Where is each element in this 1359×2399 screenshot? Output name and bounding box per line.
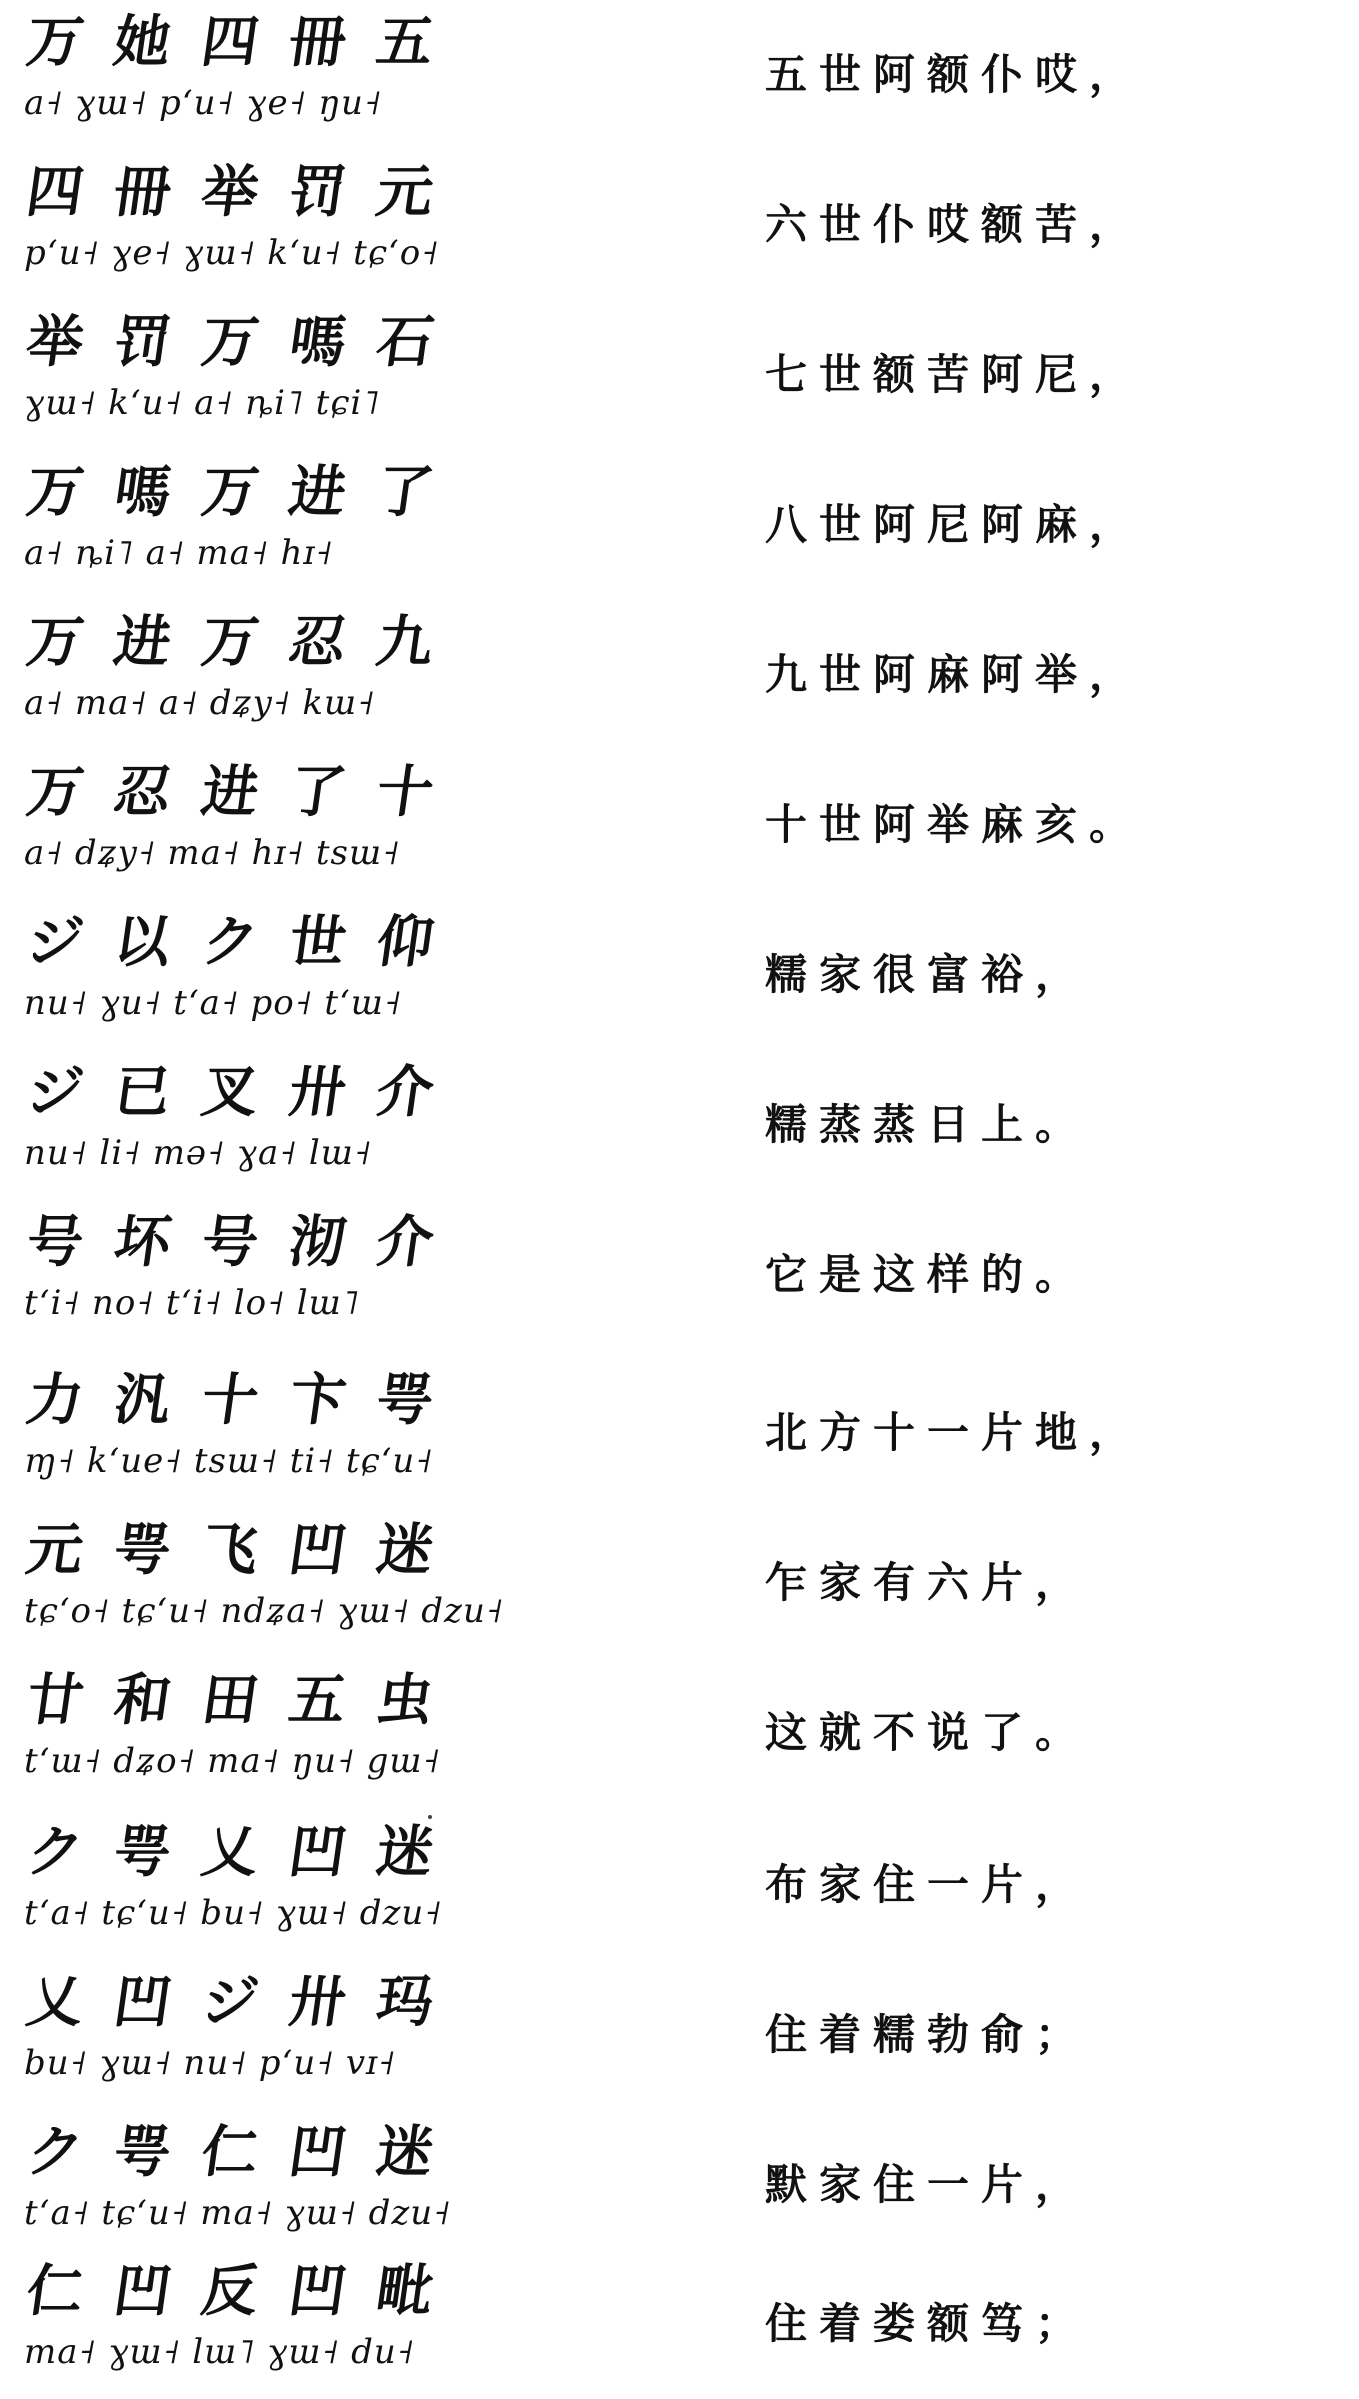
yi-script-block [22, 1816, 452, 1954]
yi-script-line: 举 罚 万 嗎 石 [22, 309, 444, 375]
ipa-transcription: ɱ˧ kʻue˧ tsɯ˧ ti˧ tɕʻu˧ [24, 1441, 434, 1481]
chinese-translation: 糯家很富裕， [765, 950, 1090, 999]
chinese-translation: 五世阿额仆哎， [765, 50, 1144, 99]
ipa-transcription: a˧ dʑy˧ ma˧ hɪ˧ tsɯ˧ [24, 833, 400, 873]
ipa-transcription: tʻa˧ tɕʻu˧ bu˧ ɣɯ˧ dzu˧ [24, 1893, 443, 1933]
ipa-transcription: ma˧ ɣɯ˧ lɯ˥ ɣɯ˧ du˧ [24, 2332, 415, 2372]
yi-script-line: ジ 已 叉 卅 介 [22, 1059, 444, 1125]
verse-row [0, 1810, 1359, 1960]
yi-script-block [22, 906, 452, 1044]
ipa-transcription: nu˧ ɣu˧ tʻa˧ po˧ tʻɯ˧ [24, 983, 402, 1023]
yi-script-line: 万 忍 进 了 十 [22, 759, 444, 825]
ipa-transcription: tʻi˧ no˧ tʻi˧ lo˧ lɯ˥ [24, 1283, 360, 1323]
yi-script-block [22, 1514, 504, 1652]
ipa-transcription: tʻa˧ tɕʻu˧ ma˧ ɣɯ˧ dzu˧ [24, 2193, 451, 2233]
chinese-translation: 住着娄额笃； [765, 2299, 1090, 2348]
yi-script-line: 万 嗎 万 进 了 [22, 459, 444, 525]
chinese-translation: 默家住一片， [765, 2160, 1090, 2209]
yi-script-line: 号 坏 号 沏 介 [22, 1209, 444, 1275]
yi-script-block [22, 1664, 452, 1802]
verse-row [0, 300, 1359, 450]
yi-script-line: ク 咢 仁 凹 迷 [22, 2119, 444, 2185]
yi-script-block [22, 606, 452, 744]
verse-row [0, 750, 1359, 900]
chinese-translation: 十世阿举麻亥。 [765, 800, 1144, 849]
chinese-translation: 这就不说了。 [765, 1708, 1090, 1757]
ipa-transcription: tʻɯ˧ dʑo˧ ma˧ ŋu˧ gɯ˧ [24, 1741, 441, 1781]
ipa-transcription: bu˧ ɣɯ˧ nu˧ pʻu˧ vɪ˧ [24, 2043, 396, 2083]
verse-row [0, 900, 1359, 1050]
ink-speck [428, 1815, 432, 1819]
yi-script-line: 仁 凹 反 凹 毗 [22, 2258, 444, 2324]
verse-row [0, 0, 1359, 150]
verse-row [0, 2110, 1359, 2260]
yi-script-block [22, 756, 452, 894]
chinese-translation: 八世阿尼阿麻， [765, 500, 1144, 549]
verse-row [0, 1050, 1359, 1200]
chinese-translation: 七世额苦阿尼， [765, 350, 1144, 399]
chinese-translation: 它是这样的。 [765, 1250, 1090, 1299]
yi-script-line: ジ 以 ク 世 仰 [22, 909, 444, 975]
chinese-translation: 乍家有六片， [765, 1558, 1090, 1607]
ipa-transcription: a˧ ɣɯ˧ pʻu˧ ɣe˧ ŋu˧ [24, 83, 382, 123]
yi-script-line: 廿 和 田 五 虫 [22, 1667, 444, 1733]
verse-row [0, 1508, 1359, 1658]
yi-script-block [22, 2255, 452, 2393]
yi-script-line: 万 她 四 冊 五 [22, 9, 444, 75]
yi-script-line: 元 咢 飞 凹 迷 [22, 1517, 444, 1583]
verse-row [0, 150, 1359, 300]
ipa-transcription: ɣɯ˧ kʻu˧ a˧ ȵi˥ tɕi˥ [24, 383, 380, 423]
yi-script-line: ク 咢 乂 凹 迷 [22, 1819, 444, 1885]
yi-script-block [22, 1966, 452, 2104]
yi-script-block [22, 1364, 452, 1502]
verse-row [0, 1200, 1359, 1350]
yi-script-block [22, 306, 452, 444]
yi-script-line: 乂 凹 ジ 卅 玛 [22, 1969, 444, 2035]
yi-script-block [22, 456, 452, 594]
chinese-translation: 九世阿麻阿举， [765, 650, 1144, 699]
ipa-transcription: tɕʻo˧ tɕʻu˧ ndʑa˧ ɣɯ˧ dzu˧ [24, 1591, 504, 1631]
yi-script-block [22, 2116, 452, 2254]
chinese-translation: 糯蒸蒸日上。 [765, 1100, 1090, 1149]
yi-script-block [22, 156, 452, 294]
chinese-translation: 六世仆哎额苦， [765, 200, 1144, 249]
ipa-transcription: a˧ ȵi˥ a˧ ma˧ hɪ˧ [24, 533, 334, 573]
verse-row [0, 1358, 1359, 1508]
yi-script-line: 力 汎 十 卞 咢 [22, 1367, 444, 1433]
verse-row [0, 600, 1359, 750]
ipa-transcription: pʻu˧ ɣe˧ ɣɯ˧ kʻu˧ tɕʻo˧ [24, 233, 439, 273]
verse-row [0, 1960, 1359, 2110]
yi-script-block [22, 1056, 452, 1194]
ipa-transcription: a˧ ma˧ a˧ dʑy˧ kɯ˧ [24, 683, 375, 723]
verse-row [0, 2249, 1359, 2399]
yi-script-block [22, 1206, 452, 1344]
ipa-transcription: nu˧ li˧ mə˧ ɣa˧ lɯ˧ [24, 1133, 372, 1173]
chinese-translation: 住着糯勃俞； [765, 2010, 1090, 2059]
yi-script-line: 万 进 万 忍 九 [22, 609, 444, 675]
yi-script-line: 四 冊 举 罚 元 [22, 159, 444, 225]
chinese-translation: 北方十一片地， [765, 1408, 1144, 1457]
verse-row [0, 450, 1359, 600]
chinese-translation: 布家住一片， [765, 1860, 1090, 1909]
yi-script-block [22, 6, 452, 144]
verse-row [0, 1658, 1359, 1808]
